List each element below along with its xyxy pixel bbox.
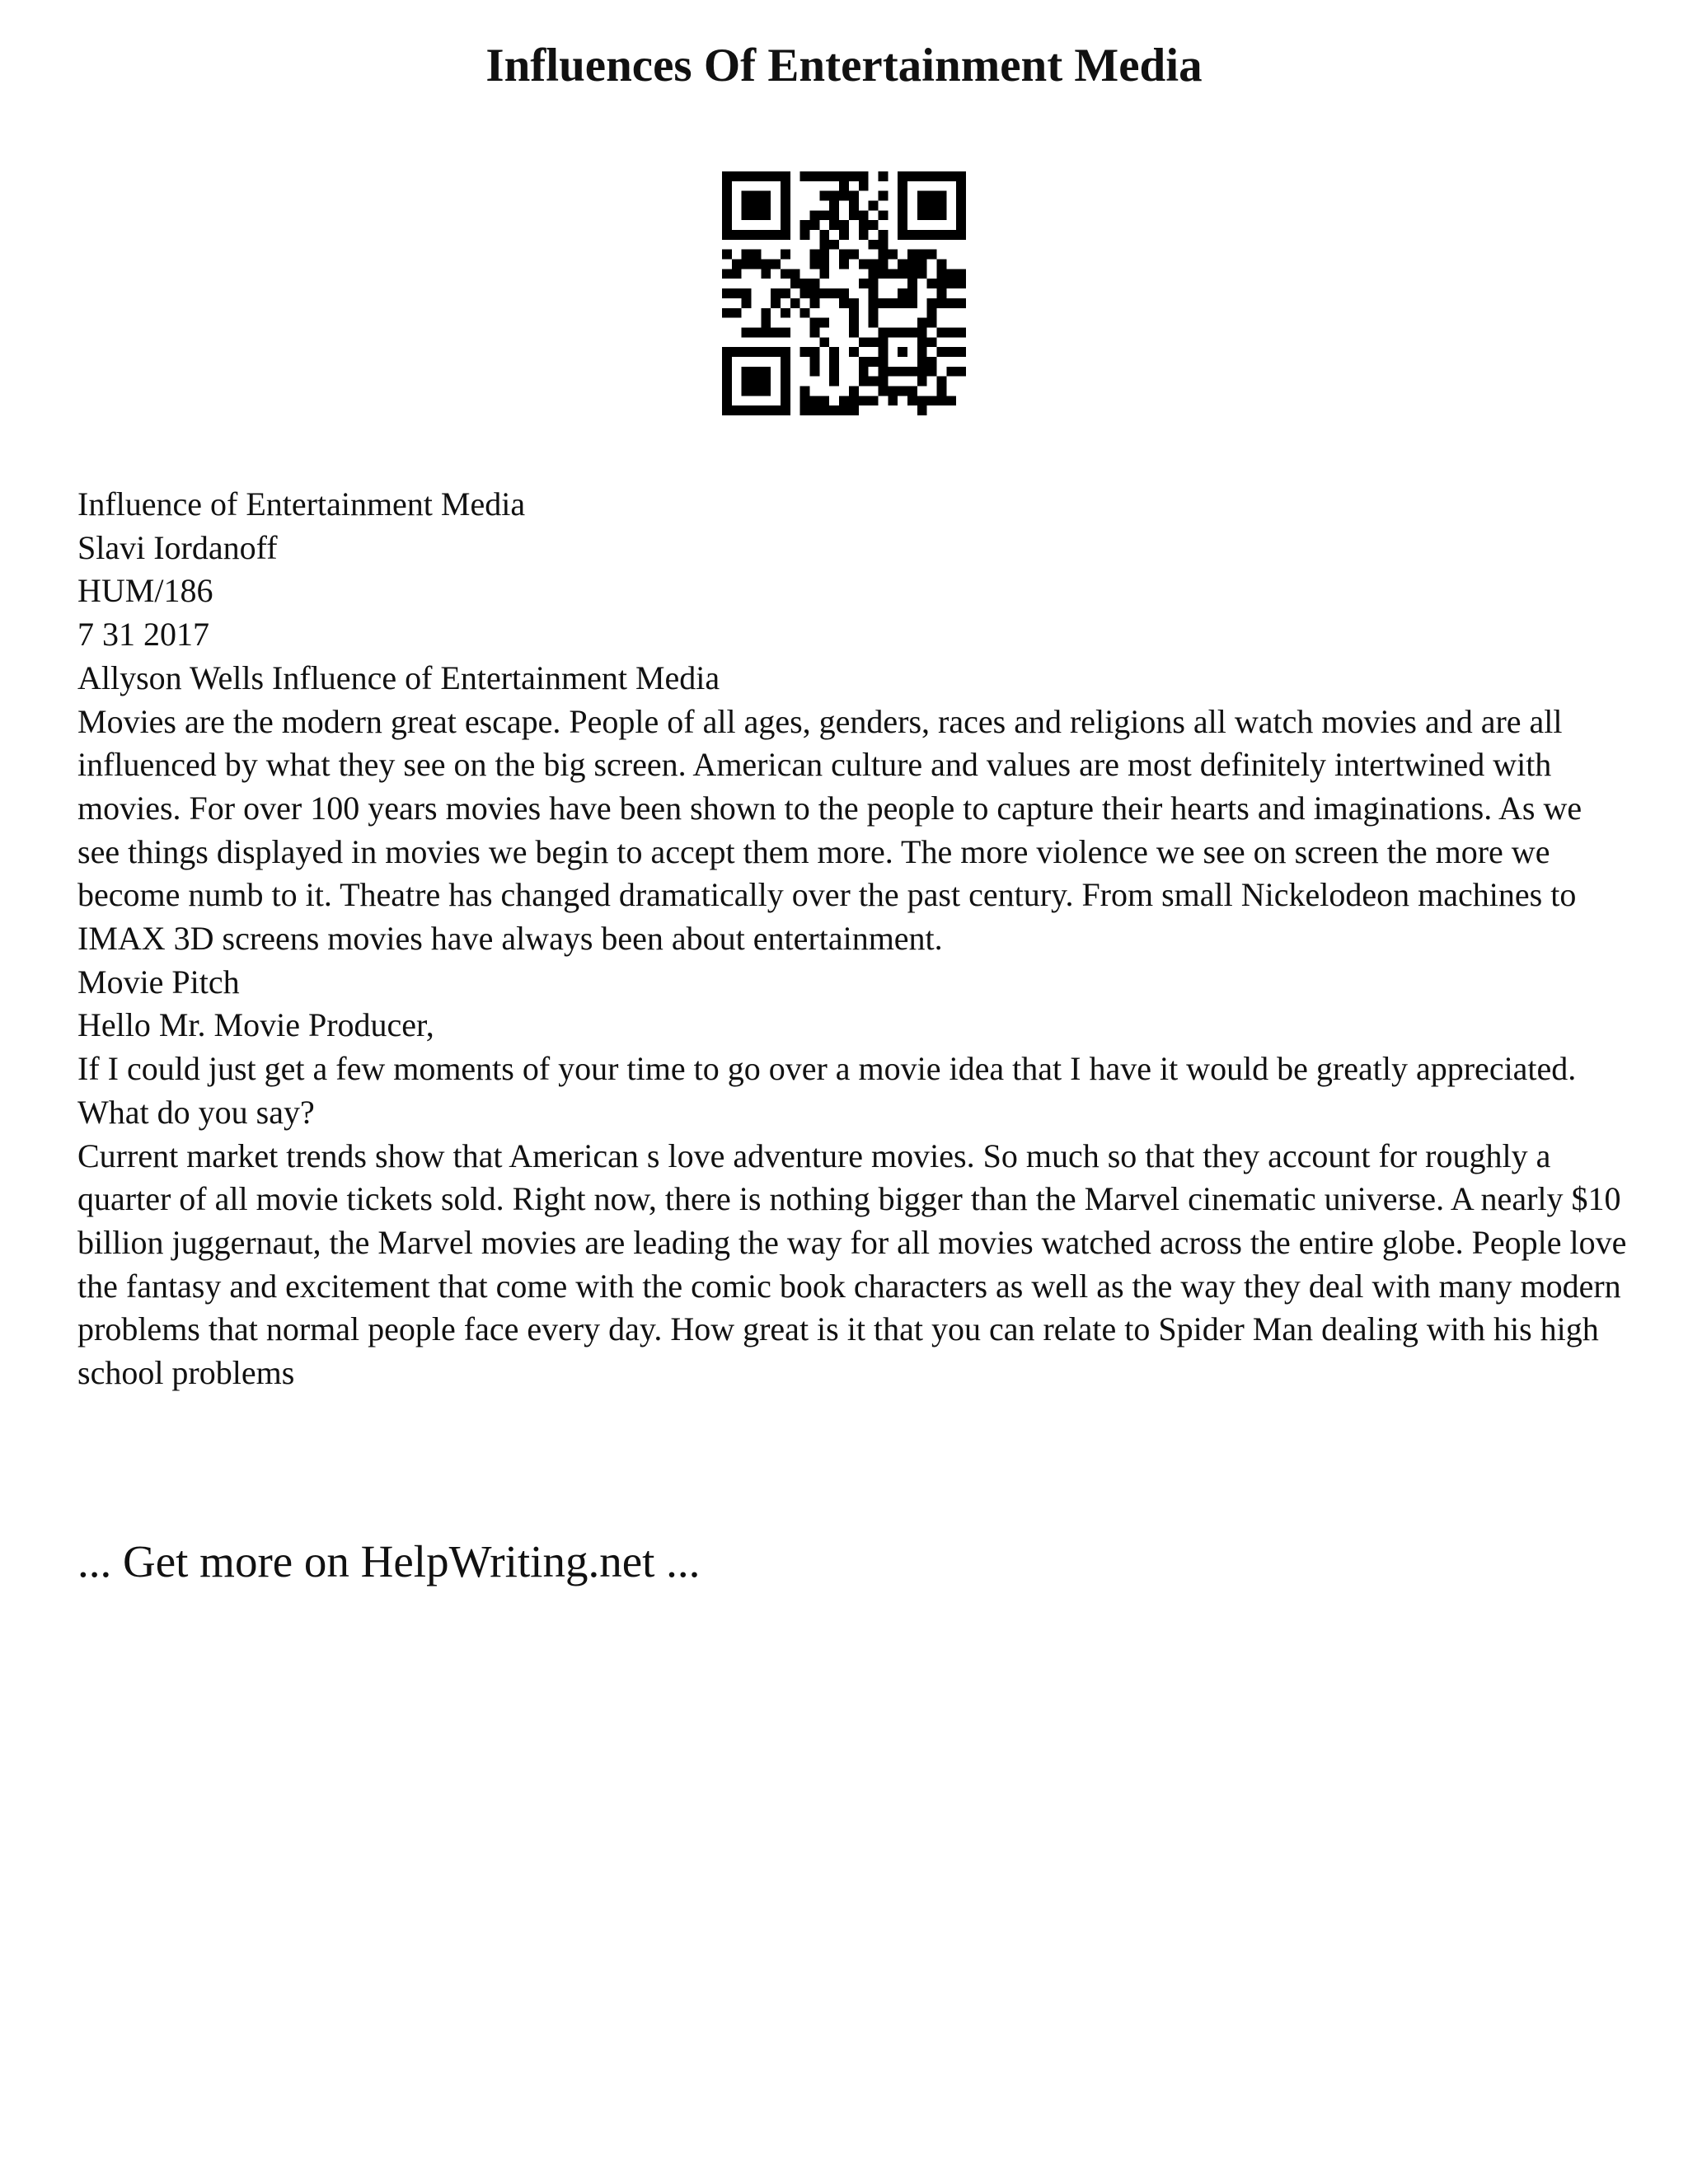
course-line: HUM/186 — [77, 572, 213, 610]
request-paragraph: If I could just get a few moments of your time to go over a movie idea that I have it would be greatly appreciated. What do you say? — [77, 1050, 1577, 1131]
pitch-heading: Movie Pitch — [77, 963, 240, 1001]
get-more-link[interactable]: ... Get more on HelpWriting.net ... — [77, 1536, 701, 1586]
market-paragraph: Current market trends show that American s love adventure movies. So much so that they account for roughly a quarter of all movie tickets sold. Right now, there is nothing bigger than the Marvel cinematic universe. A nearly $10 billion juggernaut, the Marvel movies are leading the way for all movies watched across the entire globe. People love the fantasy and excitement that come with the comic book characters as well as the way they deal with many modern problems that normal people face every day. How great is it that you can relate to Spider Man dealing with his high school problems — [77, 1137, 1627, 1392]
instructor-line: Allyson Wells Influence of Entertainment Media — [77, 658, 720, 696]
essay-title-line: Influence of Entertainment Media — [77, 485, 526, 523]
document-title: Influences Of Entertainment Media — [485, 40, 1203, 91]
author-line: Slavi Iordanoff — [77, 528, 278, 566]
greeting-line: Hello Mr. Movie Producer, — [77, 1006, 434, 1044]
qr-code-icon — [722, 171, 966, 415]
intro-paragraph: Movies are the modern great escape. People of all ages, genders, races and religions all watch movies and are all influenced by what they see on the big screen. American culture and values are most definitely intertwined with movies. For over 100 years movies have been shown to the people to capture their hearts and imaginations. As we see things displayed in movies we begin to accept them more. The more violence we see on screen the more we become numb to it. Theatre has changed dramatically over the past century. From small Nickelodeon machines to IMAX 3D screens movies have always been about entertainment. — [77, 702, 1582, 958]
date-line: 7 31 2017 — [77, 616, 209, 654]
essay-body — [77, 483, 1627, 1395]
